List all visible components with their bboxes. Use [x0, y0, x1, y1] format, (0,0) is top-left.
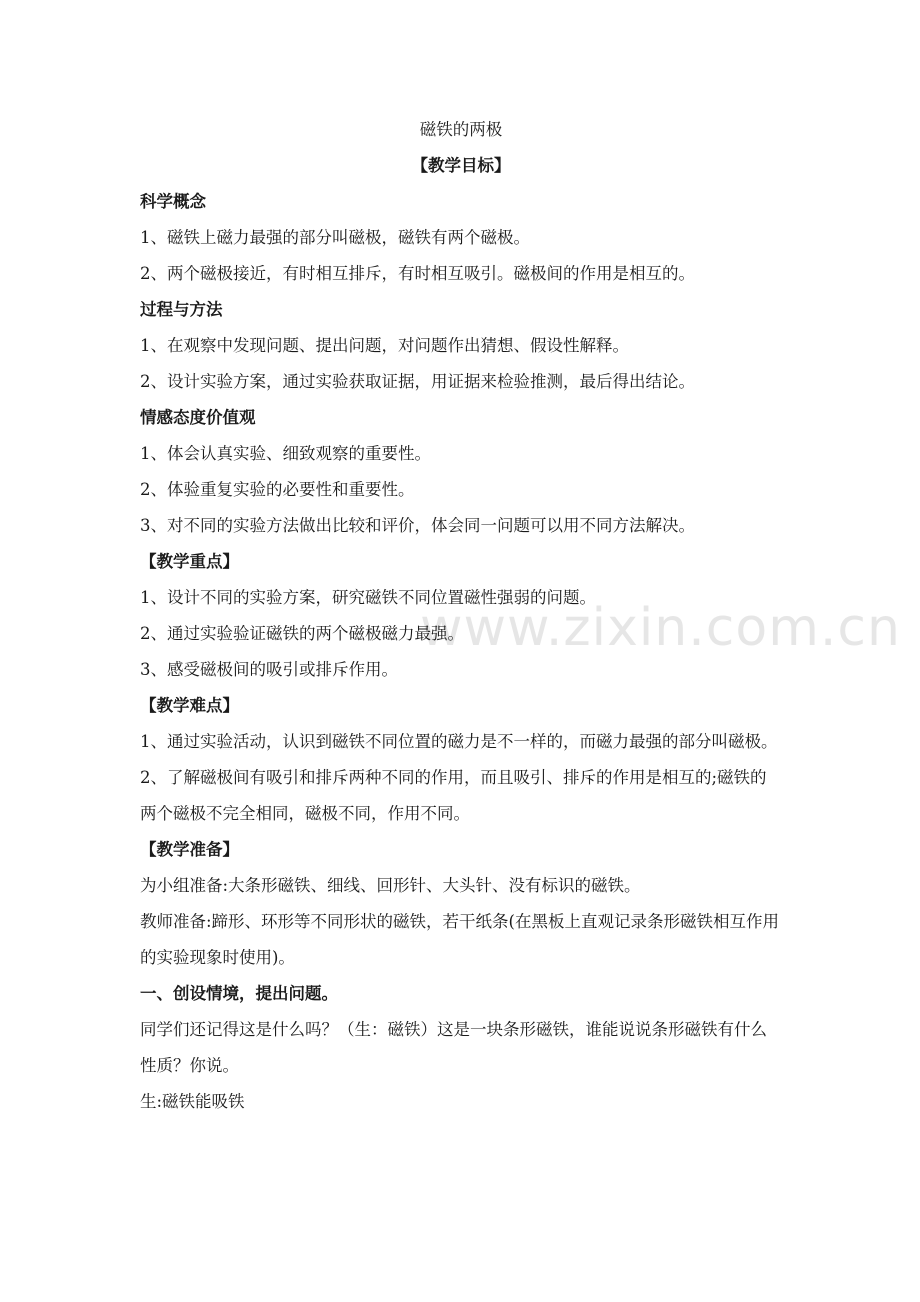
section1-paragraph: 同学们还记得这是什么吗？（生：磁铁）这是一块条形磁铁，谁能说说条形磁铁有什么性质？你说。 [140, 1020, 767, 1075]
process-heading: 过程与方法 [140, 300, 223, 319]
difficulties-heading: 【教学难点】 [140, 696, 239, 715]
process-item: 1、在观察中发现问题、提出问题，对问题作出猜想、假设性解释。 [140, 336, 629, 355]
concept-item: 1、磁铁上磁力最强的部分叫磁极，磁铁有两个磁极。 [140, 228, 530, 247]
document-body [140, 112, 782, 1120]
difficulty-item: 1、通过实验活动，认识到磁铁不同位置的磁力是不一样的，而磁力最强的部分叫磁极。 [140, 732, 778, 751]
attitude-item: 2、体验重复实验的必要性和重要性。 [140, 480, 415, 499]
process-item: 2、设计实验方案，通过实验获取证据，用证据来检验推测，最后得出结论。 [140, 372, 695, 391]
preparation-item: 教师准备:蹄形、环形等不同形状的磁铁，若干纸条(在黑板上直观记录条形磁铁相互作用的实验现象时使用)。 [140, 912, 779, 967]
preparation-heading: 【教学准备】 [140, 840, 239, 859]
concepts-heading: 科学概念 [140, 192, 206, 211]
attitude-heading: 情感态度价值观 [140, 408, 256, 427]
attitude-item: 1、体会认真实验、细致观察的重要性。 [140, 444, 431, 463]
watermark: www.zixin.com.cn [420, 598, 901, 658]
key-point-item: 2、通过实验验证磁铁的两个磁极磁力最强。 [140, 624, 464, 643]
objectives-heading: 【教学目标】 [411, 156, 511, 175]
difficulty-item: 2、了解磁极间有吸引和排斥两种不同的作用，而且吸引、排斥的作用是相互的;磁铁的两个磁极不完全相同，磁极不同，作用不同。 [140, 768, 767, 823]
section1-paragraph: 生:磁铁能吸铁 [140, 1092, 245, 1111]
key-points-heading: 【教学重点】 [140, 552, 239, 571]
key-point-item: 3、感受磁极间的吸引或排斥作用。 [140, 660, 398, 679]
section1-heading: 一、创设情境，提出问题。 [140, 984, 338, 1003]
attitude-item: 3、对不同的实验方法做出比较和评价，体会同一问题可以用不同方法解决。 [140, 516, 695, 535]
document-title: 磁铁的两极 [419, 120, 503, 139]
concept-item: 2、两个磁极接近，有时相互排斥，有时相互吸引。磁极间的作用是相互的。 [140, 264, 695, 283]
key-point-item: 1、设计不同的实验方案，研究磁铁不同位置磁性强弱的问题。 [140, 588, 596, 607]
preparation-item: 为小组准备:大条形磁铁、细线、回形针、大头针、没有标识的磁铁。 [140, 876, 641, 895]
